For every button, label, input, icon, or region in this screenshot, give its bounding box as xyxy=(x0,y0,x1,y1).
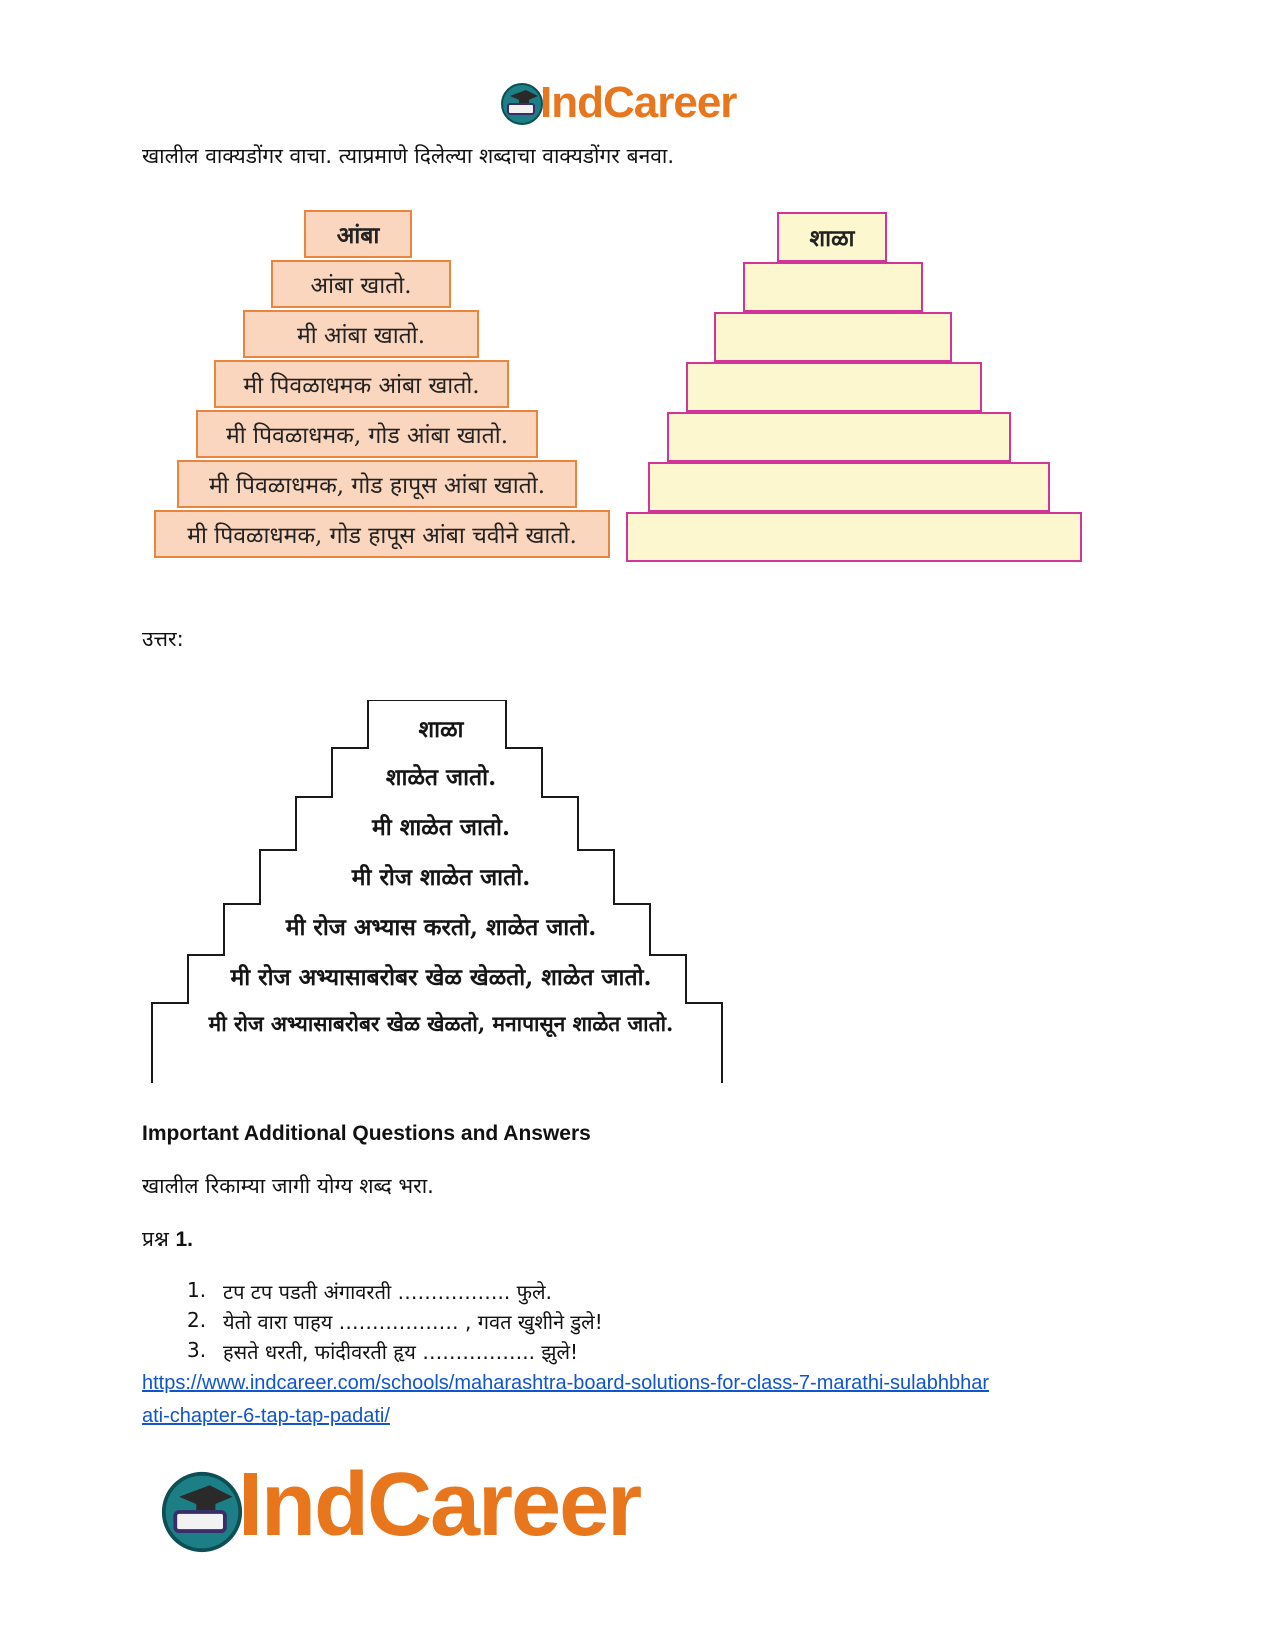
task-step-blank xyxy=(686,362,982,412)
task-step-blank xyxy=(714,312,952,362)
item-text: टप टप पडती अंगावरती …………….. फुले. xyxy=(223,1280,552,1304)
answer-step: मी शाळेत जातो. xyxy=(371,814,510,841)
task-step-blank xyxy=(626,512,1082,562)
sample-step: मी पिवळाधमक आंबा खातो. xyxy=(214,360,509,408)
question-number: 1. xyxy=(175,1228,193,1251)
book-graduation-cap-globe-icon xyxy=(500,82,544,126)
list-item xyxy=(187,1278,887,1308)
item-text: येतो वारा पाहय ……………… , गवत खुशीने डुले! xyxy=(223,1310,603,1334)
task-step-blank xyxy=(648,462,1050,512)
item-text: हसते धरती, फांदीवरती हृय …………….. झुले! xyxy=(223,1340,579,1364)
answer-step: मी रोज अभ्यास करतो, शाळेत जातो. xyxy=(285,914,597,941)
list-item xyxy=(187,1338,887,1368)
item-number: 3. xyxy=(187,1338,207,1362)
question-list xyxy=(187,1278,887,1368)
sample-step: मी पिवळाधमक, गोड हापूस आंबा चवीने खातो. xyxy=(154,510,610,558)
source-link-line1[interactable]: https://www.indcareer.com/schools/maharashtra-board-solutions-for-class-7-marathi-sulabhbhar xyxy=(142,1372,990,1394)
sample-step: मी पिवळाधमक, गोड हापूस आंबा खातो. xyxy=(177,460,577,508)
brand-name: IndCareer xyxy=(238,1455,641,1555)
book-graduation-cap-globe-icon xyxy=(160,1470,244,1554)
section-heading: Important Additional Questions and Answers xyxy=(142,1122,591,1145)
footer-logo xyxy=(160,1455,720,1562)
sample-step: मी आंबा खातो. xyxy=(243,310,479,358)
answer-step: मी रोज शाळेत जातो. xyxy=(351,864,531,891)
sample-step: मी पिवळाधमक, गोड आंबा खातो. xyxy=(196,410,538,458)
list-item xyxy=(187,1308,887,1338)
source-link[interactable] xyxy=(142,1372,989,1395)
answer-pyramid xyxy=(150,700,732,1090)
source-link-line2[interactable]: ati-chapter-6-tap-tap-padati/ xyxy=(142,1405,390,1427)
answer-label: उत्तर: xyxy=(142,627,184,651)
sample-step: आंबा xyxy=(304,210,412,258)
question-prefix: प्रश्न xyxy=(142,1227,169,1251)
brand-name: IndCareer xyxy=(540,78,737,127)
answer-step: मी रोज अभ्यासाबरोबर खेळ खेळतो, शाळेत जातो. xyxy=(230,964,652,991)
header-logo xyxy=(500,80,800,130)
answer-step: मी रोज अभ्यासाबरोबर खेळ खेळतो, मनापासून शाळेत जातो. xyxy=(208,1011,674,1036)
item-number: 2. xyxy=(187,1308,207,1332)
question-label xyxy=(142,1225,193,1253)
fill-blanks-instruction: खालील रिकाम्या जागी योग्य शब्द भरा. xyxy=(142,1174,434,1198)
answer-step: शाळा xyxy=(418,716,464,743)
task-step-word: शाळा xyxy=(777,212,887,262)
sample-step: आंबा खातो. xyxy=(271,260,451,308)
task-step-blank xyxy=(743,262,923,312)
item-number: 1. xyxy=(187,1278,207,1302)
source-link-continued[interactable] xyxy=(142,1405,390,1428)
task-step-blank xyxy=(667,412,1011,462)
instruction-text: खालील वाक्यडोंगर वाचा. त्याप्रमाणे दिलेल्या शब्दाचा वाक्यडोंगर बनवा. xyxy=(142,144,675,168)
answer-step: शाळेत जातो. xyxy=(385,764,497,791)
